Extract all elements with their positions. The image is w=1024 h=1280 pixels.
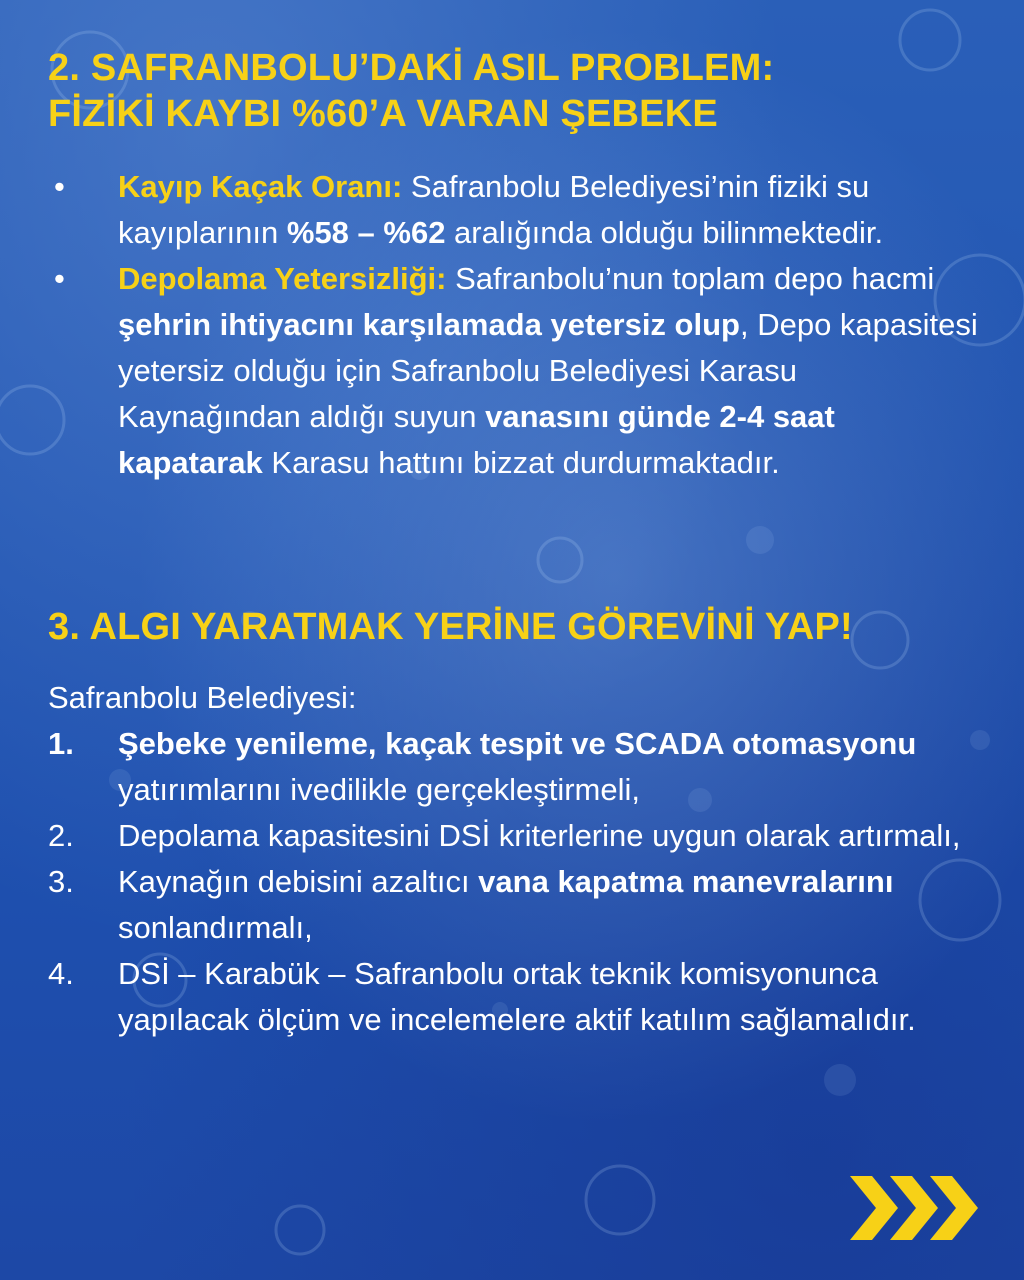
section-2-title xyxy=(48,45,774,137)
list-text: DSİ – Karabük – Safranbolu ortak teknik komisyonunca yapılacak ölçüm ve incelemelere aktif katılım sağlamalıdır. xyxy=(118,956,916,1037)
bullet-text: , Depo kapasitesi yetersiz olduğu için Safranbolu Belediyesi Karasu Kaynağından aldığı suyun xyxy=(118,307,978,434)
list-text: Kaynağın debisini azaltıcı xyxy=(118,864,479,899)
triple-chevron-right-icon[interactable] xyxy=(850,1176,980,1240)
bullet-label: Depolama Yetersizliği: xyxy=(118,261,447,296)
list-number: 4. xyxy=(48,956,74,991)
list-item-2 xyxy=(48,813,988,859)
section-3-intro: Safranbolu Belediyesi: xyxy=(48,680,357,715)
section-3-numbered-list xyxy=(48,721,988,1043)
bullet-marker: • xyxy=(54,169,65,204)
bullet-marker: • xyxy=(54,261,65,296)
list-text: yatırımlarını ivedilikle gerçekleştirmeli, xyxy=(118,772,640,807)
list-item-4 xyxy=(48,951,988,1043)
list-bold-text: vana kapatma manevralarını xyxy=(478,864,894,899)
list-item-1 xyxy=(48,721,988,813)
bullet-text: Safranbolu’nun toplam depo hacmi xyxy=(446,261,935,296)
list-bold-text: Şebeke yenileme, kaçak tespit ve SCADA otomasyonu xyxy=(118,726,917,761)
section-2-bullet-list xyxy=(48,164,988,486)
list-text: sonlandırmalı, xyxy=(118,910,313,945)
list-item-3 xyxy=(48,859,988,951)
section-2-title-line-2: FİZİKİ KAYBI %60’A VARAN ŞEBEKE xyxy=(48,93,718,135)
section-3-title: 3. ALGI YARATMAK YERİNE GÖREVİNİ YAP! xyxy=(48,606,853,648)
bullet-bold-text: vanasını günde 2-4 saat kapatarak xyxy=(118,399,835,480)
bullet-bold-text: %58 – %62 xyxy=(286,215,446,250)
bullet-label: Kayıp Kaçak Oranı: xyxy=(118,169,403,204)
list-text: Depolama kapasitesini DSİ kriterlerine uygun olarak artırmalı, xyxy=(118,818,961,853)
list-number: 1. xyxy=(48,726,74,761)
bullet-text: Karasu hattını bizzat durdurmaktadır. xyxy=(262,445,780,480)
bullet-item-storage xyxy=(48,256,988,486)
bullet-text: aralığında olduğu bilinmektedir. xyxy=(445,215,884,250)
section-2-title-line-1: 2. SAFRANBOLU’DAKİ ASIL PROBLEM: xyxy=(48,47,775,89)
bullet-item-loss-rate xyxy=(48,164,988,256)
list-number: 3. xyxy=(48,864,74,899)
list-number: 2. xyxy=(48,818,74,853)
bullet-bold-text: şehrin ihtiyacını karşılamada yetersiz olup xyxy=(118,307,740,342)
bullet-text: Safranbolu Belediyesi’nin fiziki su kayıplarının xyxy=(118,169,870,250)
